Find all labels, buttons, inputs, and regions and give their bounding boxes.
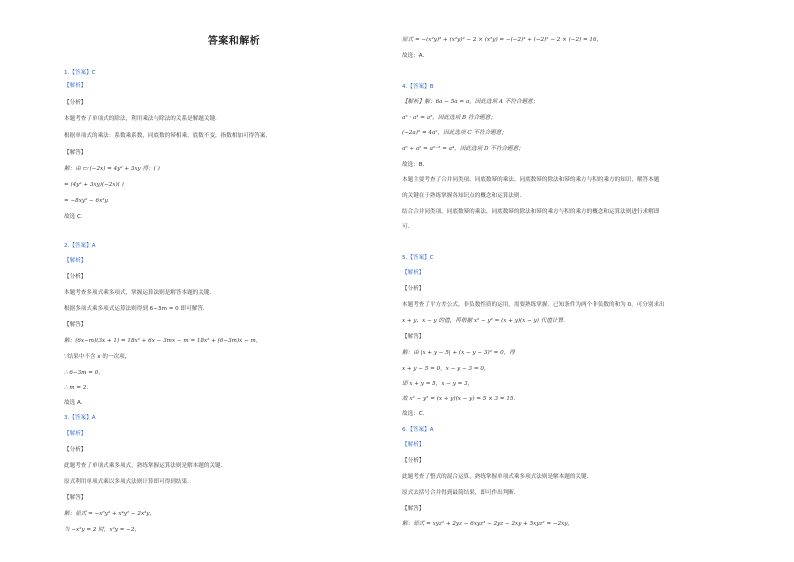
text-line: 【解答】 — [402, 506, 425, 512]
text-line: 本题主要考查了合并同类项、同底数幂的乘法、同底数幂的除法和幂的乘方与积的乘方的知识，解答本题 — [402, 177, 660, 183]
text-line: = (4y² + 3xy)(−2x)( ) — [64, 182, 124, 188]
text-line: 解：由 ▭·(−2x) = 4y² + 3xy 得：( ) — [64, 166, 160, 172]
text-line: 即 x + y = 5，x − y = 3， — [402, 381, 474, 387]
text-line: 此题考查了整式的混合运算，熟练掌握单项式乘多项式法则是解本题的关键． — [402, 474, 593, 480]
text-line: 【分析】 — [64, 447, 87, 453]
text-line: 解：原式 = −x⁶y³ + x⁴y² − 2x³y， — [64, 511, 156, 517]
page-title: 答案和解析 — [207, 36, 261, 47]
text-line: x + y − 5 = 0，x − y − 3 = 0， — [402, 366, 490, 372]
text-line: 根据单项式的乘法：系数乘系数，同底数的幂相乘，底数不变，指数相加可得答案． — [64, 133, 271, 139]
text-line: 【解析】 — [64, 258, 87, 264]
text-line: 故选：C． — [402, 411, 429, 417]
text-line: 【解答】 — [64, 150, 87, 156]
text-line: 原式利用单项式乘以多项式法则计算即可得到结果． — [64, 479, 193, 485]
text-line: 解：原式 = xyz² + 2yz − 6xyz² − 2yz − 2xy + 5xyz² = −2xy， — [402, 521, 574, 527]
text-line: 6.【答案】A — [402, 427, 434, 433]
text-line: 【解析】 — [402, 442, 425, 448]
text-line: 【分析】 — [402, 458, 425, 464]
text-line: ∴ m = 2． — [64, 385, 93, 391]
text-line: 2.【答案】A — [64, 243, 96, 249]
text-line: 【解答】 — [64, 322, 87, 328]
text-line: 【解答】 — [64, 495, 87, 501]
text-line: 故选 A． — [64, 400, 87, 406]
text-line: 本题考查了平方差公式，非负数性质的运用，需要熟练掌握．已知条件为两个非负数的和为 0，可分别求出 — [402, 302, 665, 308]
text-line: 【解析】 — [402, 270, 425, 276]
text-line: 4.【答案】B — [402, 84, 434, 90]
text-line: 【分析】 — [64, 274, 87, 280]
text-line: = −8xy² − 6x²y. — [64, 198, 109, 204]
text-line: a² · a³ = a⁵，因此选项 B 符合题意； — [402, 115, 496, 121]
text-line: 故选 C． — [64, 214, 87, 220]
text-line: 【解析】 — [64, 83, 87, 89]
text-line: 根据多项式乘多项式运算法则得到 6−3m = 0 即可解答． — [64, 306, 209, 312]
text-line: 【解析】解：6a − 5a = a，因此选项 A 不符合题意； — [402, 99, 539, 105]
text-line: 【解析】 — [64, 431, 87, 437]
text-line: (−2a)² = 4a²，因此选项 C 不符合题意； — [402, 130, 507, 136]
text-line: 解：由 |x + y − 5| + (x − y − 3)² = 0，得 — [402, 350, 515, 356]
text-line: 故选：B． — [402, 162, 429, 168]
text-line: 当 −x²y = 2 时，x²y = −2， — [64, 527, 141, 533]
text-line: 可． — [402, 224, 414, 230]
text-line: 故 x² − y² = (x + y)(x − y) = 5 × 3 = 15． — [402, 396, 520, 402]
text-line: 【解答】 — [402, 334, 425, 340]
text-line: 结合合并同类项、同底数幂的乘法、同底数幂的除法和幂的乘方与积的乘方的概念和运算法则进行求解即 — [402, 209, 660, 215]
text-line: 的关键在于熟练掌握各知识点的概念和运算法则． — [402, 193, 526, 199]
text-line: 【分析】 — [64, 100, 87, 106]
text-line: ∴ 6−3m = 0， — [64, 370, 104, 376]
text-line: 解：(6x−m)(3x + 1) = 18x² + 6x − 3mx − m = 18x² + (6−3m)x − m， — [64, 338, 262, 344]
text-line: a⁶ ÷ a² = a⁶⁻² = a⁴，因此选项 D 不符合题意； — [402, 146, 524, 152]
text-line: 5.【答案】C — [402, 255, 434, 261]
text-line: 1.【答案】C — [64, 70, 96, 76]
text-line: 3.【答案】A — [64, 415, 96, 421]
text-line: 本题考查多项式乘多项式，掌握运算法则是解答本题的关键． — [64, 290, 216, 296]
text-line: x + y、x − y 的值，再根据 x² − y² = (x + y)(x − y) 代值计算． — [402, 318, 569, 324]
text-line: 此题考查了单项式乘多项式，熟练掌握运算法则是解本题的关键． — [64, 463, 227, 469]
text-line: 【分析】 — [402, 286, 425, 292]
text-line: 原式去括号合并得到最简结果，即可作出判断． — [402, 490, 520, 496]
text-line: 原式 = −(x²y)³ + (x²y)² − 2 × (x²y) = −(−2)³ + (−2)² − 2 × (−2) = 16， — [402, 37, 603, 43]
text-line: 故选：A． — [402, 53, 429, 59]
text-line: ∵结果中不含 x 的一次项， — [64, 354, 131, 360]
text-line: 本题考查了单项式的除法，利用乘法与除法的关系是解题关键． — [64, 116, 221, 122]
